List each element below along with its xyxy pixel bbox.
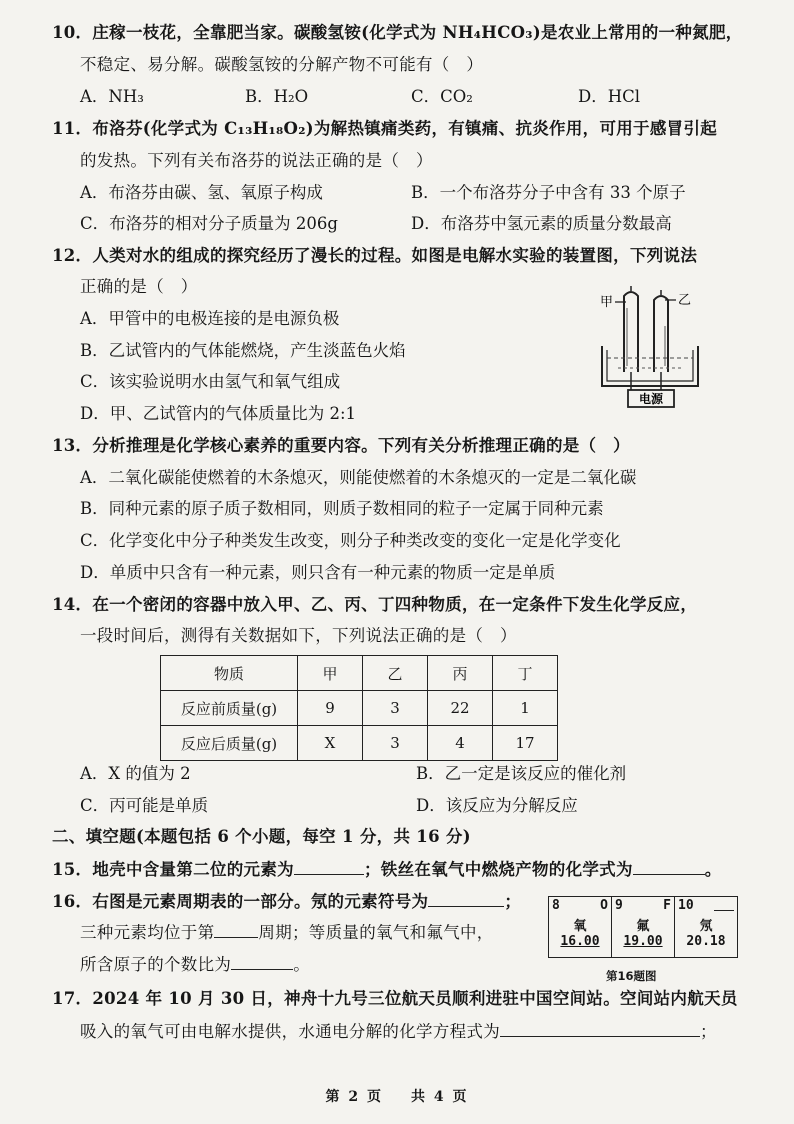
- q14-line1: 14．在一个密闭的容器中放入甲、乙、丙、丁四种物质，在一定条件下发生化学反应，: [52, 595, 698, 614]
- reaction-mass-table: [160, 655, 558, 761]
- q17-line2-end: ；: [700, 1022, 717, 1041]
- table-cell: 4: [428, 726, 493, 761]
- q14-option-b: B．乙一定是该反应的催化剂: [416, 764, 627, 783]
- q16-blank-3[interactable]: [231, 953, 293, 970]
- q15-line: [52, 858, 722, 881]
- element-name: 氧: [573, 919, 587, 934]
- element-name: 氖: [699, 919, 713, 934]
- element-mass: 16.00: [560, 934, 600, 949]
- q16-text-3a: 所含原子的个数比为: [80, 955, 232, 974]
- figure-16-caption: 第16题图: [606, 969, 657, 983]
- q10-option-a: A．NH₃: [80, 87, 144, 106]
- table-cell: 3: [363, 726, 428, 761]
- q16-text-1: 16．右图是元素周期表的一部分。氖的元素符号为: [52, 892, 429, 911]
- left-test-tube: [624, 292, 638, 372]
- q12-option-a: A．甲管中的电极连接的是电源负极: [80, 309, 340, 328]
- q12-line2: 正确的是（ ）: [80, 277, 198, 296]
- q16-blank-1[interactable]: [428, 890, 504, 907]
- element-number: 8: [552, 898, 560, 913]
- q16-line3-end: 。: [293, 955, 311, 974]
- q14-option-d: D．该反应为分解反应: [416, 796, 578, 815]
- q12-option-d: D．甲、乙试管内的气体质量比为 2:1: [80, 404, 357, 423]
- table-cell: 3: [363, 691, 428, 726]
- q15-text-2: ；铁丝在氧气中燃烧产物的化学式为: [363, 860, 633, 879]
- q17-blank-1[interactable]: [500, 1020, 700, 1037]
- q11-option-b: B．一个布洛芬分子中含有 33 个原子: [411, 183, 686, 202]
- q13-line1: 13．分析推理是化学核心素养的重要内容。下列有关分析推理正确的是（ ）: [52, 436, 630, 455]
- q12-line1: 12．人类对水的组成的探究经历了漫长的过程。如图是电解水实验的装置图，下列说法: [52, 246, 698, 265]
- q16-line1-end: ；: [504, 892, 522, 911]
- table-cell: 1: [493, 691, 558, 726]
- q13-option-c: C．化学变化中分子种类发生改变，则分子种类改变的变化一定是化学变化: [80, 531, 621, 550]
- element-number: 10: [678, 898, 694, 913]
- q11-option-a: A．布洛芬由碳、氢、氧原子构成: [80, 183, 323, 202]
- table-cell: 反应后质量(g): [161, 726, 298, 761]
- total-pages: 共 4 页: [411, 1089, 469, 1105]
- element-number: 9: [615, 898, 623, 913]
- tube-jia-label: 甲: [600, 295, 614, 310]
- q11-line2: 的发热。下列有关布洛芬的说法正确的是（ ）: [80, 151, 433, 170]
- right-test-tube: [654, 296, 668, 372]
- q15-blank-2[interactable]: [633, 858, 705, 875]
- q14-line2: 一段时间后，测得有关数据如下，下列说法正确的是（ ）: [80, 626, 517, 645]
- q12-option-b: B．乙试管内的气体能燃烧，产生淡蓝色火焰: [80, 341, 406, 360]
- table-cell: 反应前质量(g): [161, 691, 298, 726]
- section-2-heading: 二、填空题(本题包括 6 个小题，每空 1 分，共 16 分): [52, 827, 471, 846]
- q11-option-c: C．布洛芬的相对分子质量为 206g: [80, 214, 338, 233]
- q10-line2: 不稳定、易分解。碳酸氢铵的分解产物不可能有（ ）: [80, 55, 484, 74]
- table-header-row: [161, 656, 558, 691]
- table-cell: 22: [428, 691, 493, 726]
- q15-text-1: 15．地壳中含量第二位的元素为: [52, 860, 294, 879]
- table-row: [161, 726, 558, 761]
- table-header-cell: 丙: [428, 656, 493, 691]
- q14-option-c: C．丙可能是单质: [80, 796, 209, 815]
- q16-line3: [80, 953, 310, 976]
- q17-line2: [80, 1020, 717, 1043]
- element-symbol: F: [663, 898, 671, 913]
- table-header-cell: 乙: [363, 656, 428, 691]
- element-cell-oxygen: [549, 897, 612, 958]
- page-footer: [0, 1086, 794, 1106]
- q10-option-b: B．H₂O: [245, 87, 309, 106]
- element-symbol: O: [600, 898, 608, 913]
- water-basin: [602, 346, 698, 386]
- q16-text-2b: 周期；等质量的氧气和氟气中，: [258, 923, 494, 942]
- q10-option-d: D．HCl: [578, 87, 641, 106]
- table-header-cell: 物质: [161, 656, 298, 691]
- q11-option-d: D．布洛芬中氢元素的质量分数最高: [411, 214, 672, 233]
- q16-blank-2[interactable]: [214, 921, 258, 938]
- q17-text-2: 吸入的氧气可由电解水提供，水通电分解的化学方程式为: [80, 1022, 500, 1041]
- page-number: 第 2 页: [325, 1089, 383, 1105]
- q11-line1: 11．布洛芬(化学式为 C₁₃H₁₈O₂)为解热镇痛类药，有镇痛、抗炎作用，可用于感冒引起: [52, 119, 718, 138]
- q16-text-2a: 三种元素均位于第: [80, 923, 215, 942]
- table-header-cell: 丁: [493, 656, 558, 691]
- table-cell: 9: [298, 691, 363, 726]
- q13-option-a: A．二氧化碳能使燃着的木条熄灭，则能使燃着的木条熄灭的一定是二氧化碳: [80, 468, 637, 487]
- periodic-table-fragment: [548, 896, 738, 958]
- q13-option-b: B．同种元素的原子质子数相同，则质子数相同的粒子一定属于同种元素: [80, 499, 604, 518]
- table-cell: X: [298, 726, 363, 761]
- element-cell-fluorine: [612, 897, 675, 958]
- table-header-cell: 甲: [298, 656, 363, 691]
- q10-line1: 10．庄稼一枝花，全靠肥当家。碳酸氢铵(化学式为 NH₄HCO₃)是农业上常用的一种氮肥，: [52, 23, 743, 42]
- tube-yi-label: 乙: [678, 293, 692, 308]
- element-mass: 20.18: [686, 934, 726, 949]
- q14-option-a: A．X 的值为 2: [80, 764, 191, 783]
- q15-end: 。: [704, 860, 722, 879]
- q15-blank-1[interactable]: [294, 858, 364, 875]
- q10-option-c: C．CO₂: [411, 87, 473, 106]
- power-source-label: 电源: [638, 392, 664, 406]
- element-symbol-blank[interactable]: [714, 898, 734, 911]
- element-mass: 19.00: [623, 934, 663, 949]
- element-cell-neon: [675, 897, 738, 958]
- q16-line2: [80, 921, 494, 944]
- q16-line1: [52, 890, 521, 913]
- element-name: 氟: [636, 919, 650, 934]
- electrolysis-apparatus-figure: [598, 286, 702, 410]
- table-cell: 17: [493, 726, 558, 761]
- q12-option-c: C．该实验说明水由氢气和氧气组成: [80, 372, 341, 391]
- table-row: [161, 691, 558, 726]
- q13-option-d: D．单质中只含有一种元素，则只含有一种元素的物质一定是单质: [80, 563, 556, 582]
- q17-line1: 17．2024 年 10 月 30 日，神舟十九号三位航天员顺利进驻中国空间站。空间站内航天员: [52, 989, 738, 1008]
